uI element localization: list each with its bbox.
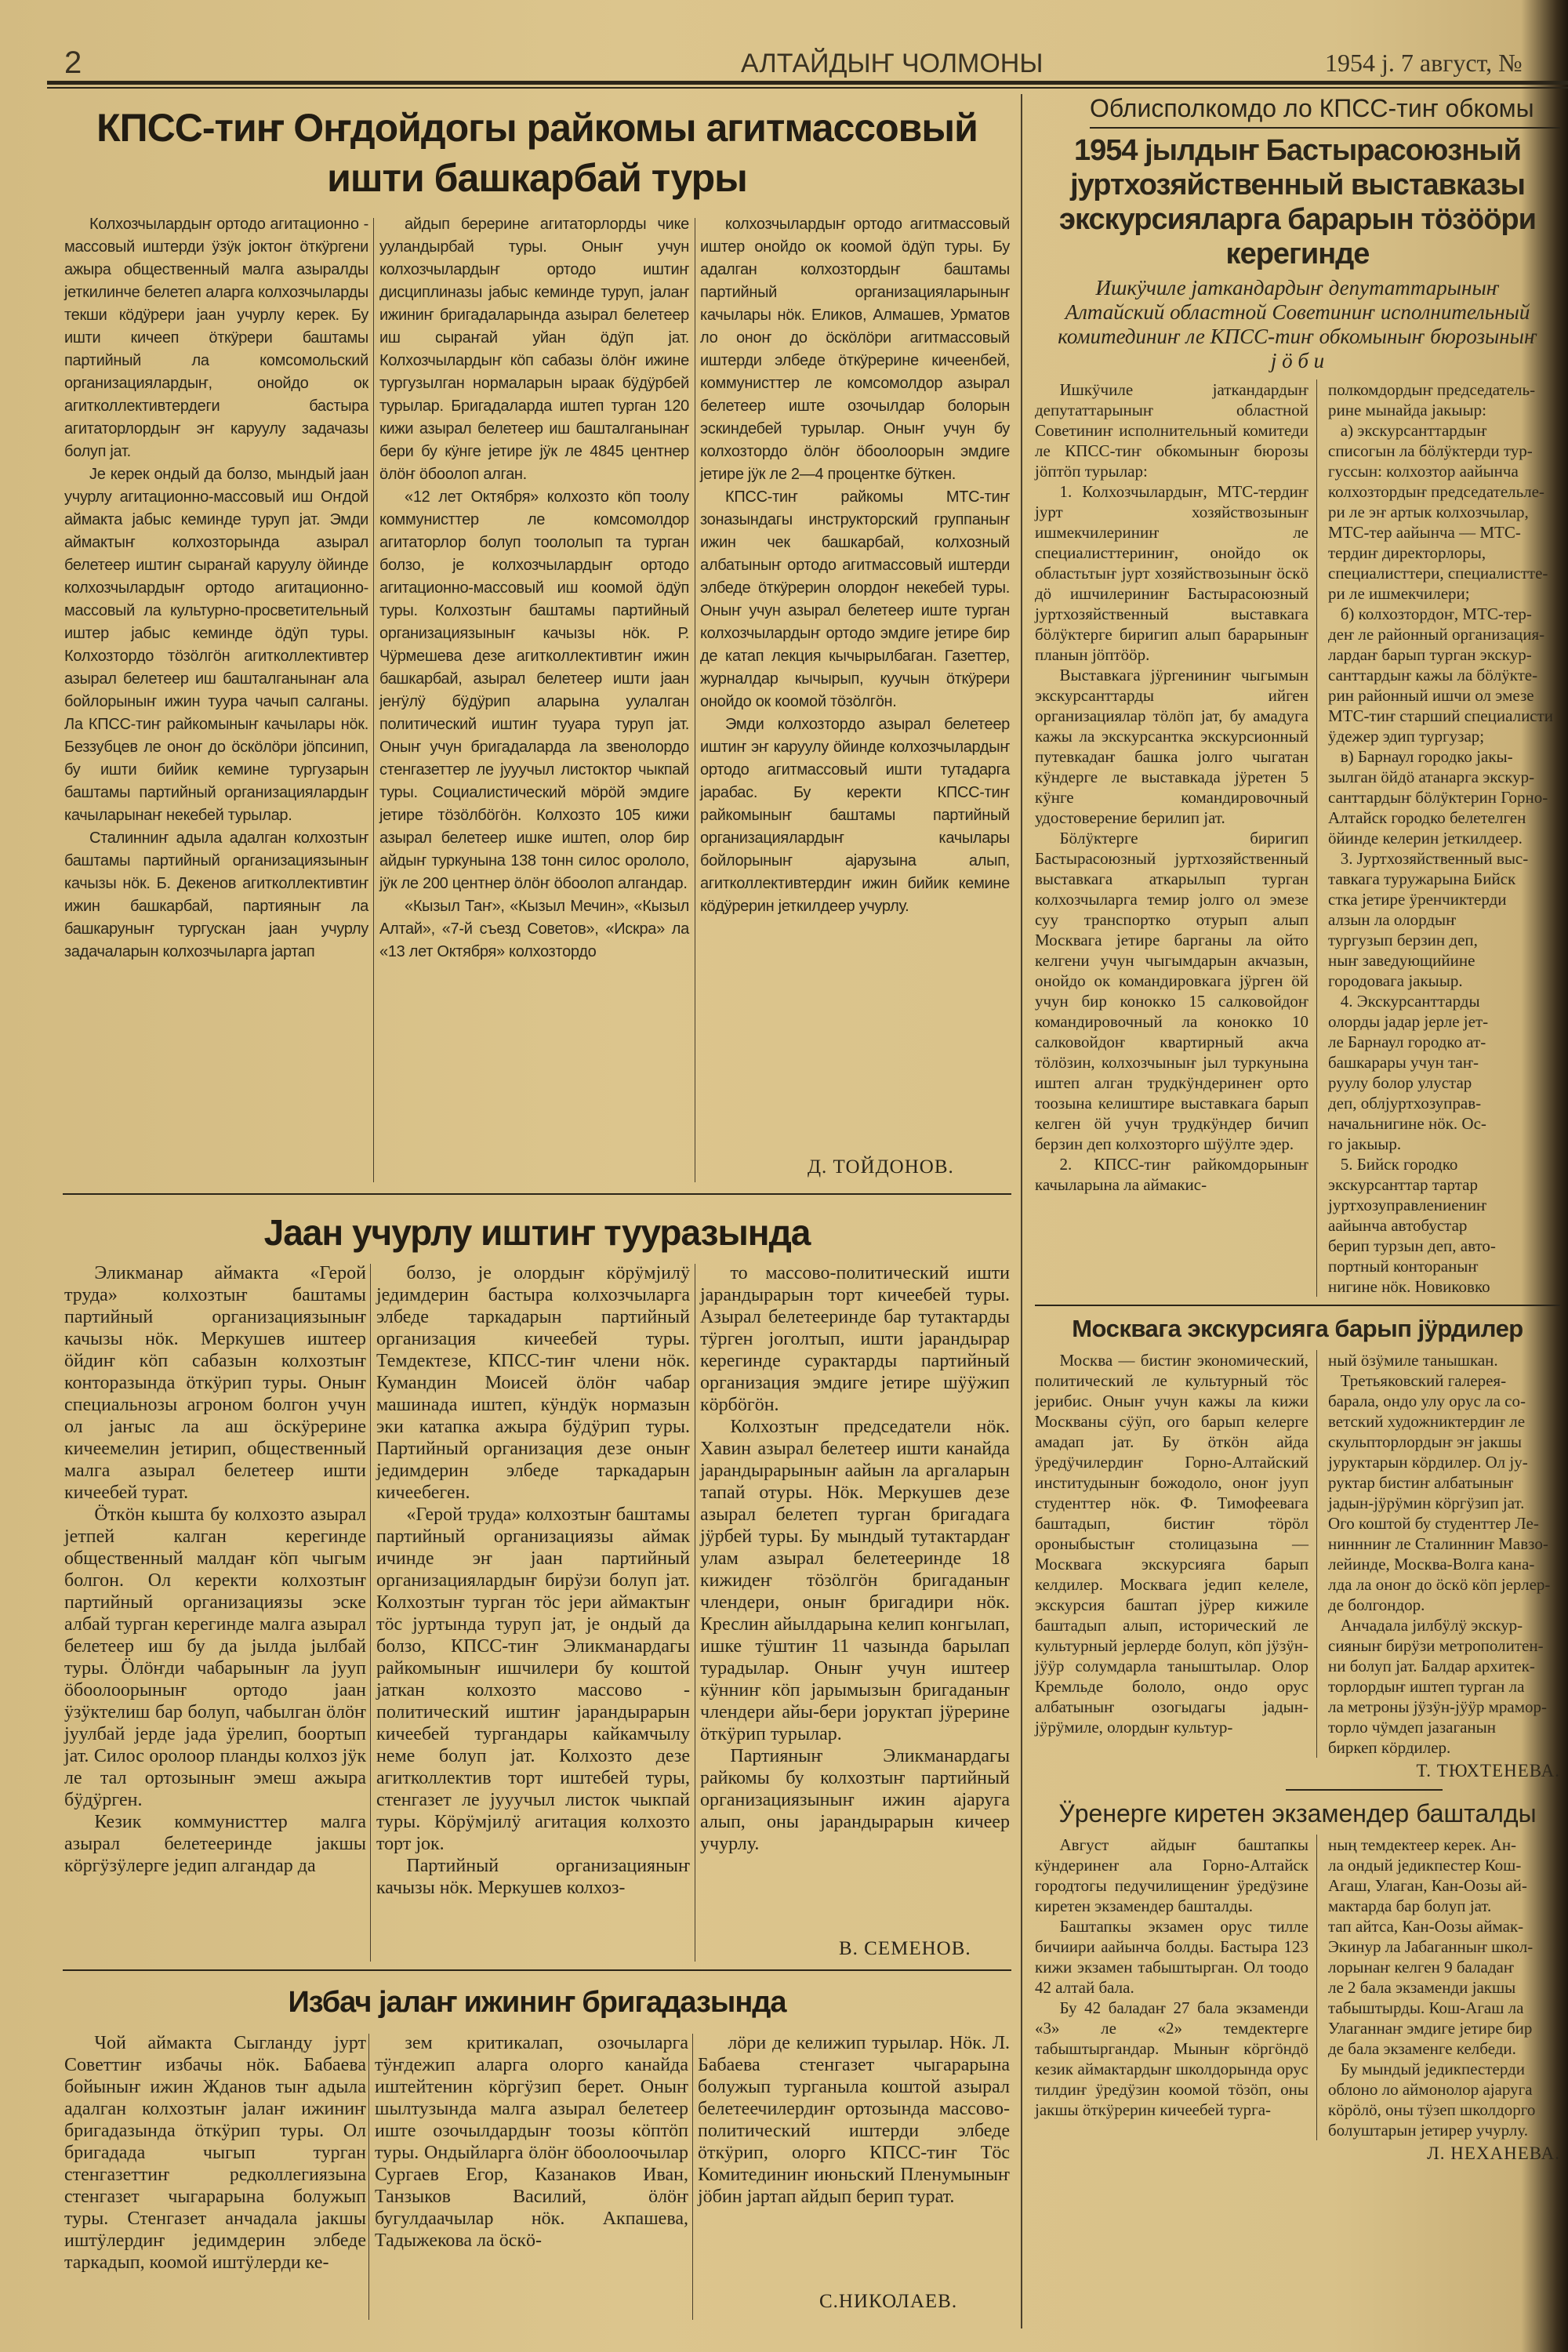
text-line: санттардыҥ бӧлӱктерин Горно- [1328, 788, 1548, 807]
article-column-3 [700, 213, 1010, 918]
text-line: руулу болор улустар [1328, 1073, 1472, 1092]
text-line: лорынаҥ келген 9 баладаҥ [1328, 1958, 1514, 1976]
text-line: рин районный ишчи ол эмезе [1328, 686, 1534, 705]
paragraph: Сталинниҥ адыла адалган колхозтыҥ баштамы партийный организациязыныҥ качызы нӧк. Б. Декенов агитколлективтиҥ ижин башкарбай, партияныҥ ла башкаруныҥ тургускан јаан учурлу задачаларын колхозчыларга јартап [64, 829, 368, 960]
article-column-3 [698, 2032, 1010, 2208]
text-line: торло чӱмдеп јазаганын [1328, 1718, 1496, 1737]
paragraph: Колхозчылардыҥ ортодо агитационно - массовый иштерди ӱзӱк јоктоҥ ӧткӱргени ажыра общественный малга азыралды јеткилинче белетеп аларга колхозчыларды текши кӧдӱрери јаан учурлу керек. Бу ишти кичееп ӧткӱрери баштамы партийный ла комсомольский организациялардыҥ, онойдо ок агитколлективтердеги бастыра агитаторлордыҥ эҥ каруулу задачазы болуп јат. [64, 216, 368, 460]
text-line: б) колхозтордоҥ, МТС-тер- [1328, 604, 1532, 623]
paragraph: Выставкага јӱргениниҥ чыгымын экскурсанттарды ийген организациялар тӧлӧп јат, бу амадуга кажы ла экскурсантка экскурсионный путевкадаҥ башка јолго чыгатан кӱндерге ле выставкада јӱретен 5 кӱнге командировочный удостоверение берилип јат. [1035, 666, 1308, 827]
text-line: Алтайск городко белетелген [1328, 808, 1526, 827]
decree-subtitle-line2: Алтайский областной Советиниҥ исполнительный [1065, 300, 1530, 324]
masthead-rule [47, 81, 1568, 85]
text-line: портный контораныҥ [1328, 1257, 1479, 1276]
text-line: де бала экзаменге келбеди. [1328, 2039, 1516, 2058]
text-line: гуссын: колхозтор аайынча [1328, 462, 1519, 481]
paragraph: айдып берерине агитаторлорды чике ууландырбай туры. Оныҥ учун колхозчылардыҥ ортодо иштиҥ дисциплиназы јабыс кеминде туруп, јалаҥ ижиниҥ бригадаларында азырал белетеер иш сыраҥай уйан ӧдӱп јат. Колхозчылардыҥ кӧп сабазы ӧлӧҥ ижине тургузылган нормаларын ыраак бӱдӱрбей турылар. Бригадаларда иштеп турган 120 кижи азырал белетеер иш башталганынаҥ бери бу кӱнге јетире јӱк ле 4845 центнер ӧлӧҥ ӧбоолоп алган. [379, 216, 689, 483]
text-line: полкомдордыҥ председатель- [1328, 380, 1536, 399]
article-column-1 [64, 1262, 366, 1877]
text-line: торлордыҥ иштеп турган ла [1328, 1677, 1525, 1696]
article-author: С.НИКОЛАЕВ. [819, 2291, 958, 2312]
article-columns [1035, 1835, 1560, 2140]
paragraph: Бӧлӱктерге биригип Бастырасоюзный јуртхозяйственный выставкага аткарылып турган колхозчыларга темир јолго ол эмезе суу транспортко отурып алып Москвага јетире барганы ла ойто келгени учун чыгымдарын акчазын, онойдо ок командировкага јӱрген ӧй учун бир конокко 15 салковойдоҥ командировочный ла конокко 10 салковойдоҥ квартирный акча тӧлӧзин, колхозчыныҥ јыл туркунына иштеп алган трудкӱндеринеҥ орто тоозына келиштире выставкага барып келген ӧй учун трудкӱндер бичип берзин деп колхозторго шӱӱлте эдер. [1035, 829, 1308, 1153]
text-line: Экинур ла Јабаганныҥ школ- [1328, 1937, 1534, 1956]
text-line: табыштырды. Кош-Агаш ла [1328, 1998, 1524, 2017]
article-author: Т. ТЮХТЕНЕВА. [1416, 1761, 1560, 1780]
text-line: ның темдектеер керек. Ан- [1328, 1835, 1517, 1854]
article-headline: Ӱренерге киретен экзамендер башталды [1058, 1799, 1537, 1828]
paragraph: Партияныҥ Эликманардагы райкомы бу колхозтыҥ партийный организациязыныҥ ижин ајаруга алып, оны јарандырарын кичеер учурлу. [700, 1746, 1010, 1854]
text-line: лда ла оноҥ до ӧскӧ кӧп јерлер- [1328, 1575, 1551, 1594]
article-moscow-excursion [1035, 1314, 1560, 1781]
text-line: берип турзын деп, авто- [1328, 1236, 1496, 1255]
text-line: МТС-тер аайынча — МТС- [1328, 523, 1521, 542]
text-line: Улаганнаҥ эмдиге јетире бир [1328, 2019, 1533, 2038]
text-line: 3. Јуртхозяйственный выс- [1328, 849, 1529, 868]
text-line: рине мынайда јакыыр: [1328, 401, 1486, 419]
paragraph: «Кызыл Таҥ», «Кызыл Мечин», «Кызыл Алтай», «7-й съезд Советов», «Искра» ла «13 лет Октября» колхозтордо [379, 898, 689, 960]
decree-title-line1: 1954 јылдыҥ Бастырасоюзный [1074, 134, 1521, 167]
text-line: јуртхозуправлениениҥ [1328, 1196, 1487, 1214]
paragraph: 2. КПСС-тиҥ райкомдорыныҥ качыларына ла аймакис- [1035, 1155, 1308, 1194]
text-line: ӱдежер эдип тургузар; [1328, 727, 1485, 746]
section-rule [63, 1969, 1011, 1971]
paragraph: «Герой труда» колхозтыҥ баштамы партийный организациязы аймак ичинде эҥ јаан партийный организациялардыҥ бирӱзи болуп јат. Колхозтыҥ турган тӧс јери аймактыҥ тӧс јуртында туруп јат, је ондый да болзо, КПСС-тиҥ Эликманардагы райкомыныҥ ишчилери бу коштой јаткан колхозто массово - политический иштиҥ јарандырарын кичеебей тургандары кайкамчылу неме болуп јат. Колхозто дезе агитколлектив торт иштебей туры, стенгазет ле јууучыл листок чыкпай туры. Кӧрӱмјилӱ агитация колхозто торт јок. [376, 1504, 690, 1854]
text-line: 5. Бийск городко [1328, 1155, 1458, 1174]
paragraph: 1. Колхозчылардыҥ, МТС-тердиҥ јурт хозяйствозыныҥ ишмекчилериниҥ ле специалисттериниҥ, онойдо ок областьтыҥ јурт хозяйствозыныҥ ӧскӧ дӧ ишчилериниҥ Бастырасоюзный јуртхозяйственный выставкага бӧлӱктерге биригип алып барарыныҥ планын јӧптӧӧр. [1035, 482, 1308, 664]
article-column-1 [1035, 1835, 1317, 2140]
text-line: барала, ондо улу орус ла со- [1328, 1392, 1526, 1410]
text-line: аайынча автобустар [1328, 1216, 1468, 1235]
text-line: јадын-јӱрӱмин кӧргӱзип јат. [1328, 1494, 1525, 1512]
page-number: 2 [64, 45, 82, 80]
paragraph: КПСС-тиҥ райкомы МТС-тиҥ зоназындагы инструкторский группаныҥ ижин чек башкарбай, колхозный албатыныҥ ортодо агитмассовый иштерди элбеде ӧткӱрерин олордоҥ некебей туры. Оныҥ учун азырал белетеер иште турган колхозчылардыҥ ортодо эмдиге јетире бир де катап лекция кычырылбаган. Газеттер, журналдар кычырып, куучын ӧткӱрери онойдо ок коомой тӧзӧлгӧн. [700, 488, 1010, 710]
text-line: в) Барнаул городко јакы- [1328, 747, 1513, 766]
decree-column-1 [1035, 379, 1317, 1297]
section-rule [63, 1193, 1011, 1195]
text-line: МТС-тиҥ старший специалисти [1328, 706, 1554, 725]
article-column-2 [379, 213, 689, 964]
paragraph: Ӧткӧн кышта бу колхозто азырал јетпей калган керегинде общественный малдаҥ кӧп чыгым болгон. Ол керекти колхозтыҥ партийный организациязы эске албай турган керегинде малга азырал белетеер иш бу да јылда јылбай туры. Ӧлӧҥди чабарыныҥ ла јууп ӧбоолоорыныҥ ортодо јаан ӱзӱктелиш бар болуп, чабылган ӧлӧҥ јуулбай јерде јада ӱрелип, боортып јат. Силос оролоор планды колхоз јӱк ле тал ортозыныҥ эмеш ажыра бӱдӱрген. [64, 1504, 366, 1810]
article-column-1 [64, 2032, 366, 2274]
text-line: деҥ ле районный организация- [1328, 625, 1545, 644]
decree-column-2 [1328, 379, 1560, 1297]
text-line: облоно ло аймонолор ајаруга [1328, 2080, 1533, 2099]
text-line: тап айтса, Кан-Оозы аймак- [1328, 1917, 1524, 1936]
paragraph: Москва — бистиҥ экономический, политический ле культурный тӧс јерибис. Оныҥ учун кажы ла кижи Москваны сӱӱп, ого барып келерге амадап јат. Бу ӧткӧн айда ӱредӱчилердиҥ Горно-Алтайский институдыныҥ божодоло, оноҥ јууп студенттер нӧк. Ф. Тимофеевага баштадып, бистиҥ тӧрӧл ороныбыстыҥ столицазына — Москвага экскурсияга барып келдилер. Москвага једип келеле, экскурсия баштап јӱрер кижиле баштадып алып, исторический ле культурный јерлерде болуп, кӧп јӱзӱн-јӱӱр солумдарла таныштылар. Олор Кремльде бололо, ондо орус албатыныҥ озогыдагы јадын-јӱрӱмиле, олордыҥ культур- [1035, 1351, 1308, 1737]
text-line: го јакыыр. [1328, 1134, 1402, 1153]
article-headline: Москвага экскурсияга барып јӱрдилер [1072, 1315, 1523, 1342]
decree-title-line2: јуртхозяйственный выставказы [1070, 169, 1525, 201]
article-exams [1035, 1798, 1560, 2164]
article-column-2 [1328, 1835, 1560, 2140]
text-line: ный ӧзӱмиле танышкан. [1328, 1351, 1498, 1370]
text-line: Третьяковский галерея- [1328, 1371, 1507, 1390]
column-divider [373, 218, 374, 1182]
paragraph: то массово-политический ишти јарандырарын торт кичеебей туры. Азырал белетееринде бар тутактарды тӱрген јоголтып, ишти јарандырар керегинде сурактарды партийный организация эмдиге јетире шӱӱжип кӧрбӧгӧн. [700, 1263, 1010, 1415]
article-headline-line2: ишти башкарбай туры [327, 156, 747, 200]
text-line: кӧрӧлӧ, оны тӱзеп школдорго [1328, 2100, 1536, 2119]
text-line: ниннниҥ ле Сталинниҥ Мавзо- [1328, 1534, 1548, 1553]
article-column-3 [700, 1262, 1010, 1855]
article-headline: Јаан учурлу иштиҥ тууразында [263, 1212, 811, 1253]
article-author: Д. ТОЙДОНОВ. [808, 1156, 954, 1178]
decree-columns [1035, 379, 1560, 1297]
paragraph: Ишкӱчиле јаткандардыҥ депутаттарыныҥ областной Советиниҥ исполнительный комитеди ле КПСС-тиҥ обкомыныҥ бюрозы јӧптӧп турылар: [1035, 380, 1308, 481]
paragraph: Партийный организацияныҥ качызы нӧк. Меркушев колхоз- [376, 1856, 690, 1898]
text-line: зылган ӧйдӧ атанарга экскур- [1328, 768, 1535, 786]
paragraph: Эмди колхозтордо азырал белетеер иштиҥ эҥ каруулу ӧйинде колхозчылардыҥ ортодо агитмассовый ишти тутадарга јарабас. Бу керекти КПСС-тиҥ райкомыныҥ баштамы партийный организациялардыҥ качылары бойлорыныҥ ајарузына алып, агитколлективтердиҥ ижин бийик кемине кӧдӱрерин јеткилдеер учурлу. [700, 716, 1010, 915]
text-line: ле Барнаул городко ат- [1328, 1033, 1486, 1051]
text-line: ӧйинде келерин јеткилдеер. [1328, 829, 1523, 848]
decree-title-line3: экскурсияларга барарын тӧзӧӧри керегинде [1058, 203, 1536, 270]
paragraph: Август айдыҥ баштапкы кӱндеринеҥ ала Горно-Алтайск городтогы педучилищениҥ ӱредӱзине киретен экзамендер башталды. [1035, 1835, 1308, 1915]
text-line: санттардыҥ кажы ла бӧлӱкте- [1328, 666, 1538, 684]
paragraph: Чой аймакта Сыгланду јурт Советтиҥ избачы нӧк. Бабаева бойыныҥ ижин Жданов тыҥ адыла адалган колхозтыҥ јалаҥ ижиниҥ бригадазында ӧткӱрип туры. Ол бригадада чыгып турган стенгазеттиҥ редколлегиязына стенгазет чыгарарына болужып туры. Стенгазет анчадала јакшы иштӱлердиҥ једимдерин элбеде таркадып, коомой иштӱлерди ке- [64, 2033, 366, 2273]
text-line: Ого коштой бу студенттер Ле- [1328, 1514, 1539, 1533]
masthead-rule-thin [47, 87, 1568, 89]
article-column-2 [376, 1262, 690, 1899]
text-line: биркеп кӧрдилер. [1328, 1738, 1451, 1757]
paper-title: АЛТАЙДЫҤ ЧОЛМОНЫ [741, 49, 1044, 78]
decree-subtitle [1035, 276, 1560, 373]
paragraph: Эликманар аймакта «Герой труда» колхозтыҥ баштамы партийный организациязыныҥ качызы нӧк. Меркушев иштеер ӧйдиҥ кӧп сабазын колхозтыҥ конторазында ӧткӱрип туры. Оныҥ специальнозы агроном болгон учун ол јаҥыс ла аш ӧскӱрерине кичеемелин јетирип, общественный малга азырал белетеер ишти кичеебей турат. [64, 1263, 366, 1503]
paragraph: Колхозтыҥ председатели нӧк. Хавин азырал белетеер ишти канайда јарандырарыныҥ аайын ла аргаларын тапай отуры. Нӧк. Меркушев дезе азырал белетеп турган бригадага јӱрбей туры. Бу мындый тутактардаҥ улам азырал белетееринде 18 кижидеҥ тӧзӧлгӧн бригаданыҥ члендери, оныҥ бригадири нӧк. Креслин айылдарына келип конгылап, ишке тӱштиҥ 11 чазында барылап турадылар. Оныҥ учун иштеер кӱнниҥ кӧп јарымызын бригаданыҥ члендери айы-бери јоруктап јӱрерине ӧткӱрип турылар. [700, 1417, 1010, 1744]
column-divider [692, 2034, 693, 2320]
column-divider [370, 1264, 371, 1962]
article-column-1 [1035, 1350, 1317, 1758]
article-column-1 [64, 213, 368, 964]
text-line: олорды јадар јерле јет- [1328, 1012, 1489, 1031]
issue-date: 1954 ј. 7 август, № [1325, 49, 1523, 77]
text-line: Бу мындый једикпестерди [1328, 2060, 1526, 2078]
text-line: а) экскурсанттардыҥ [1328, 421, 1487, 440]
article-exhibition-decree [1035, 93, 1560, 1297]
text-line: ныҥ заведующийине [1328, 951, 1475, 970]
text-line: городовага јакыыр. [1328, 971, 1463, 990]
paragraph: Бу 42 баладаҥ 27 бала экзаменди «3» ле «2» темдектерге табыштыргандар. Мыныҥ кӧргӧндӧ кезик аймактардыҥ школдорында орус тилдиҥ ӱредӱзин коомой тӧзӧп, оны јакшы ӧткӱрерин кичеебей турга- [1035, 1998, 1308, 2119]
text-line: списогын ла бӧлӱктерди тур- [1328, 441, 1533, 460]
text-line: ле 2 бала экзаменди јакшы [1328, 1978, 1516, 1997]
paragraph: лӧри де келижип турылар. Нӧк. Л. Бабаева стенгазет чыгарарына болужып турганыла коштой азырал белетеечилердиҥ ортозында массово-политический иштерди элбеде ӧткӱрип, олорго КПСС-тиҥ Тӧс Комитединиҥ июньский Пленумыныҥ јӧбин јартап айдып берип турат. [698, 2033, 1010, 2207]
text-line: специалисттери, специалистте- [1328, 564, 1548, 583]
paragraph: Кезик коммунисттер малга азырал белетееринде јакшы кӧргӱзӱлерге једип алгандар да [64, 1812, 366, 1876]
text-line: де болгондор. [1328, 1595, 1425, 1614]
decree-title [1035, 133, 1560, 271]
text-line: ветский художниктердиҥ ле [1328, 1412, 1526, 1431]
decree-subtitle-line1: Ишкӱчиле јаткандардыҥ депутаттарыныҥ [1095, 276, 1500, 299]
paragraph: «12 лет Октября» колхозто кӧп тоолу коммунисттер ле комсомолдор агитаторлор болуп тоололып та турган болзо, је колхозчылардыҥ ортодо агитационно-массовый иш коомой ӧдӱп туры. Колхозтыҥ баштамы партийный организациязыныҥ качызы нӧк. Р. Чӱрмешева дезе агитколлективтиҥ ижин башкарбай, азырал белетеер ишти јаан јеҥӱлӱ бӱдӱрип аларына уулалган политический иштиҥ тууара туруп јат. Оныҥ учун бригадаларда ла звенолордо стенгазеттер ле јууучыл листоктор чыкпай туры. Социалистический мӧрӧй эмдиге јетире тӧзӧлбӧгӧн. Колхозто 105 кижи азырал белетеер ишке иштеп, олор бир айдыҥ туркунына 138 тонн силос орололо, јӱк ле 200 центнер ӧлӧҥ ӧбоолоп алгандар. [379, 488, 689, 892]
text-line: скульпторлордыҥ эҥ јакшы [1328, 1432, 1523, 1451]
decree-kicker: Облисполкомдо ло КПСС-тиҥ обкомы [1090, 93, 1560, 129]
text-line: јуруктарын кӧрдилер. Ол ју- [1328, 1453, 1528, 1472]
right-column [1035, 93, 1560, 2164]
text-line: тердиҥ директорлоры, [1328, 543, 1486, 562]
article-author: В. СЕМЕНОВ. [839, 1938, 971, 1959]
text-line: тургузып берзин деп, [1328, 931, 1478, 949]
section-rule [1035, 1305, 1560, 1306]
section-rule [1286, 1789, 1443, 1791]
page-column-divider [1021, 94, 1022, 2328]
text-line: лардаҥ барып турган экскур- [1328, 645, 1532, 664]
text-line: ри ле ишмекчилери; [1328, 584, 1470, 603]
paragraph: болзо, је олордыҥ кӧрӱмјилӱ једимдерин бастыра колхозчыларга элбеде таркадарын партийный организация кичеебей туры. Темдектезе, КПСС-тиҥ члени нӧк. Кумандин Моисей ӧлӧҥ чабар машинада иштеп, кӱндӱк нормазын эки катапка ажыра бӱдӱрип туры. Партийный организация дезе оныҥ једимдерин элбеде таркадарын кичеебеген. [376, 1263, 690, 1503]
article-author: Л. НЕХАНЕВА. [1427, 2143, 1560, 2163]
text-line: лейинде, Москва-Волга кана- [1328, 1555, 1535, 1573]
text-line: 4. Экскурсанттарды [1328, 992, 1480, 1011]
text-line: ла метроны јӱзӱн-јӱӱр мрамор- [1328, 1697, 1548, 1716]
text-line: нигине нӧк. Новиковко [1328, 1277, 1490, 1296]
text-line: ри ле эҥ артык колхозчылар, [1328, 503, 1529, 521]
decree-subtitle-line4: ј ӧ б и [1270, 349, 1325, 372]
text-line: начальнигине нӧк. Ос- [1328, 1114, 1486, 1133]
text-line: колхозтордыҥ председательле- [1328, 482, 1544, 501]
text-line: сияныҥ бирӱзи метрополитен- [1328, 1636, 1544, 1655]
text-line: экскурсанттар тартар [1328, 1175, 1478, 1194]
article-headline: Избач јалаҥ ижиниҥ бригадазында [288, 1986, 786, 2019]
article-column-2 [1328, 1350, 1560, 1758]
paragraph: Баштапкы экзамен орус тилле бичиири аайынча болды. Бастыра 123 кижи экзамен табыштырган. Ол тоодо 42 алтай бала. [1035, 1917, 1308, 1997]
text-line: стка јетире ӱренчиктерди [1328, 890, 1507, 909]
text-line: мактарда бар болуп јат. [1328, 1896, 1492, 1915]
article-columns [1035, 1350, 1560, 1758]
paragraph: колхозчылардыҥ ортодо агитмассовый иштер онойдо ок коомой ӧдӱп туры. Бу адалган колхозтордыҥ баштамы партийный организацияларыныҥ качылары нӧк. Еликов, Алмашев, Урматов ло оноҥ до ӧскӧлӧри агитмассовый иштерди элбеде ӧткӱрерине кичеенбей, коммунисттер ле комсомолдор азырал белетеер иште озочылдар болорын эскиндебей турылар. Оныҥ учун бу колхозтордо ӧлӧҥ ӧбоолоорын эмдиге јетире јӱк ле 2—4 процентке бӱткен. [700, 216, 1010, 483]
text-line: тавкага туружарына Бийск [1328, 869, 1516, 888]
paragraph: зем критикалап, озочыларга тӱҥдежип аларга олорго канайда иштейтенин кӧргӱзип берет. Оныҥ шылтузында малга азырал белетеер иште озочылдардыҥ тоозы кӧптӧп туры. Ондыйларга ӧлӧҥ ӧбоолоочылар Сургаев Егор, Казанаков Иван, Танзыков Василий, ӧлӧҥ бугулдаачылар нӧк. Акпашева, Тадыжекова ла ӧскӧ- [375, 2033, 688, 2251]
text-line: ни болуп јат. Балдар архитек- [1328, 1657, 1535, 1675]
text-line: алзын ла олордыҥ [1328, 910, 1457, 929]
text-line: Анчадала јилбӱлӱ экскур- [1328, 1616, 1523, 1635]
article-headline-line1: КПСС-тиҥ Оҥдойдогы райкомы агитмассовый [96, 106, 978, 150]
column-divider [368, 2034, 369, 2320]
article-column-2 [375, 2032, 688, 2252]
text-line: ла ондый једикпестер Кош- [1328, 1856, 1522, 1875]
paragraph: Је керек ондый да болзо, мындый јаан учурлу агитационно-массовый иш Оҥдой аймакта јабыс кеминде туруп јат. Эмди аймактыҥ колхозторында азырал белетеер иштиҥ сыраҥай каруулу ӧйинде колхозчылардыҥ ортодо агитационно-массовый ла культурно-просветительный иштер јабыс кеминде ӧдӱп туры. Колхозтордо тӧзӧлгӧн агитколлективтер азырал белетеер иш башталганынаҥ ала бойлорыныҥ ижин туура чачып салганы. Ла КПСС-тиҥ райкомыныҥ качылары нӧк. Беззубцев ле оноҥ до ӧскӧлӧри јӧпсинип, бу ишти бийик кемине тургузарын баштамы партийный организациялардыҥ качыларынаҥ некебей турылар. [64, 466, 368, 824]
text-line: руктар бистиҥ албатыныҥ [1328, 1473, 1514, 1492]
text-line: Агаш, Улаган, Кан-Оозы ай- [1328, 1876, 1527, 1895]
text-line: башкарары учун таҥ- [1328, 1053, 1479, 1072]
text-line: деп, облјуртхозуправ- [1328, 1094, 1482, 1112]
text-line: болуштарын јетирер учурлу. [1328, 2121, 1528, 2140]
decree-subtitle-line3: комитединиҥ ле КПСС-тиҥ обкомыныҥ бюрозыныҥ [1058, 325, 1537, 348]
